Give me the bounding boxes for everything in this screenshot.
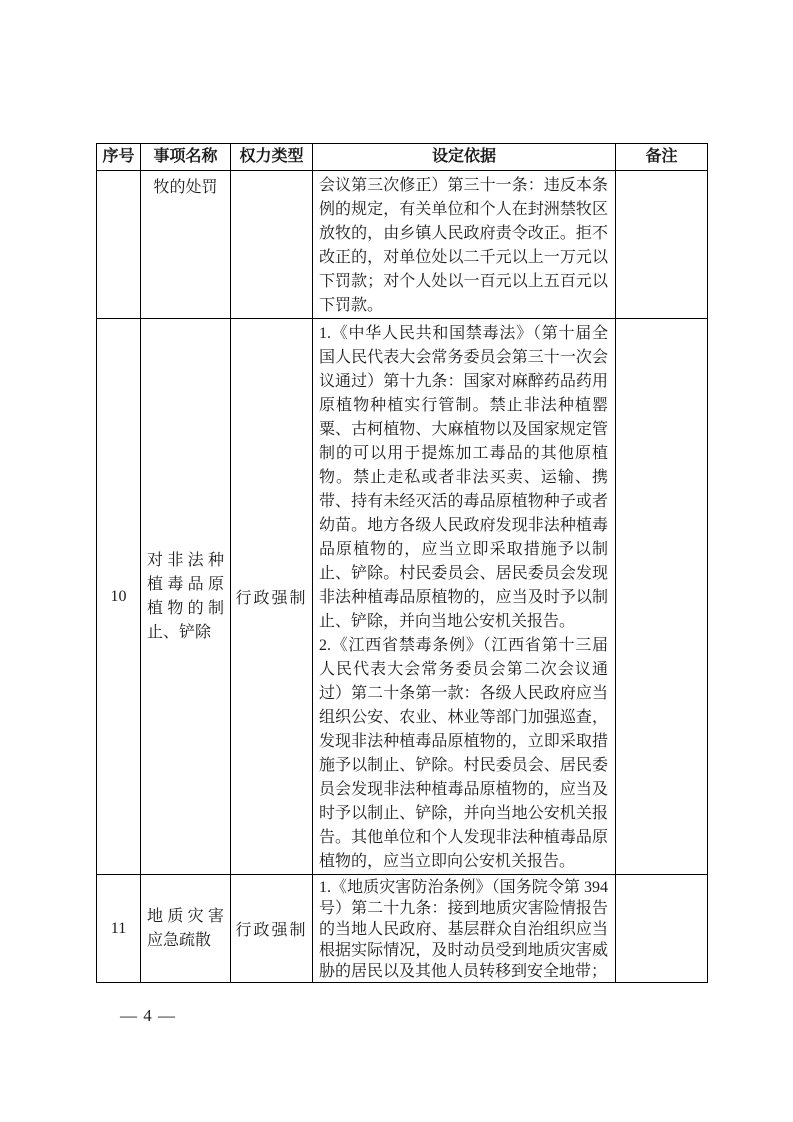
basis-paragraph: 2.《江西省禁毒条例》（江西省第十三届人民代表大会常务委员会第二次会议通过）第二十条第一款：各级人民政府应当组织公安、农业、林业等部门加强巡查，发现非法种植毒品原植物的，立即采取措施予以制止、铲除。村民委员会、居民委员会发现非法种植毒品原植物的，应当及时予以制止、铲除，并向当地公安机关报告。其他单位和个人发现非法种植毒品原植物的，应当立即向公安机关报告。 bbox=[319, 637, 608, 870]
basis-cell bbox=[313, 171, 616, 319]
page-number: — 4 — bbox=[120, 1006, 176, 1025]
note-cell bbox=[616, 875, 708, 983]
power-type-cell bbox=[231, 171, 313, 319]
header-item-name: 事项名称 bbox=[141, 144, 231, 171]
header-note: 备注 bbox=[616, 144, 708, 171]
basis-cell bbox=[313, 319, 616, 875]
power-type-cell: 行政强制 bbox=[231, 319, 313, 875]
table-header-row bbox=[97, 144, 708, 171]
power-type-cell: 行政强制 bbox=[231, 875, 313, 983]
powers-table bbox=[96, 143, 708, 983]
note-cell bbox=[616, 319, 708, 875]
header-power-type: 权力类型 bbox=[231, 144, 313, 171]
table-row-11 bbox=[97, 875, 708, 983]
seq-cell: 11 bbox=[97, 875, 141, 983]
basis-cell bbox=[313, 875, 616, 983]
table-row-continuation bbox=[97, 171, 708, 319]
note-cell bbox=[616, 171, 708, 319]
basis-paragraph: 1.《地质灾害防治条例》（国务院令第 394 号）第二十九条：接到地质灾害险情报告的当地人民政府、基层群众自治组织应当根据实际情况，及时动员受到地质灾害威胁的居民以及其他人员转移到安全地带； bbox=[319, 879, 608, 980]
item-name-cell: 对非法种植毒品原植物的制止、铲除 bbox=[141, 319, 231, 875]
basis-paragraph: 1.《中华人民共和国禁毒法》（第十届全国人民代表大会常务委员会第三十一次会议通过）第十九条：国家对麻醉药品药用原植物种植实行管制。禁止非法种植罂粟、古柯植物、大麻植物以及国家规定管制的可以用于提炼加工毒品的其他原植物。禁止走私或者非法买卖、运输、携带、持有未经灭活的毒品原植物种子或者幼苗。地方各级人民政府发现非法种植毒品原植物的，应当立即采取措施予以制止、铲除。村民委员会、居民委员会发现非法种植毒品原植物的，应当及时予以制止、铲除，并向当地公安机关报告。 bbox=[319, 325, 608, 630]
header-seq: 序号 bbox=[97, 144, 141, 171]
item-name-cell: 牧的处罚 bbox=[141, 171, 231, 319]
basis-paragraph: 会议第三次修正）第三十一条：违反本条例的规定，有关单位和个人在封洲禁牧区放牧的，由乡镇人民政府责令改正。拒不改正的，对单位处以二千元以上一万元以下罚款；对个人处以一百元以上五百元以下罚款。 bbox=[319, 177, 608, 314]
seq-cell: 10 bbox=[97, 319, 141, 875]
item-name-cell: 地质灾害应急疏散 bbox=[141, 875, 231, 983]
seq-cell bbox=[97, 171, 141, 319]
table-row-10 bbox=[97, 319, 708, 875]
header-basis: 设定依据 bbox=[313, 144, 616, 171]
